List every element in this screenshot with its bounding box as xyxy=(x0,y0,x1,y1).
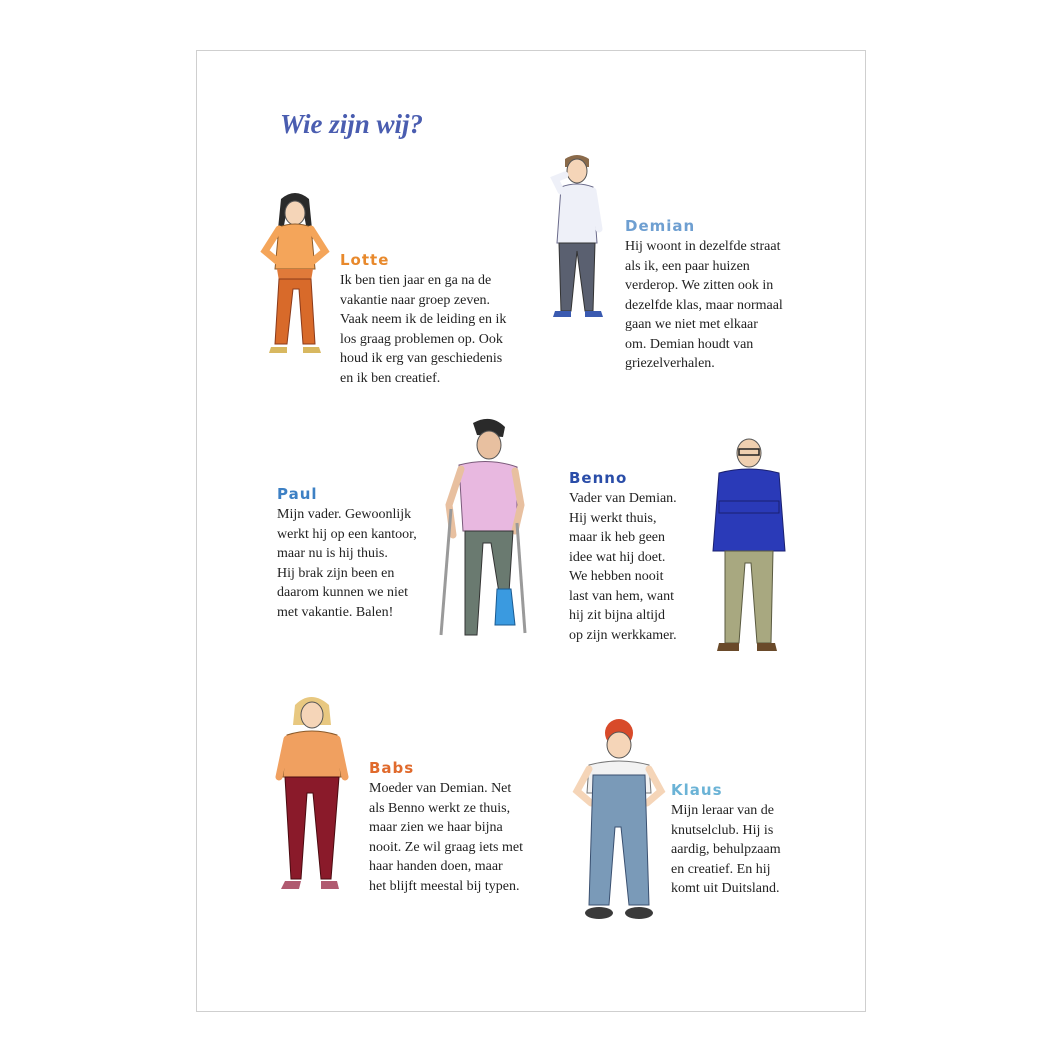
demian-name: Demian xyxy=(625,217,696,235)
babs-illustration xyxy=(267,689,357,895)
klaus-bio: Mijn leraar van de knutselclub. Hij is aardig, behulpzaam en creatief. En hij komt uit Duitsland. xyxy=(671,803,781,896)
klaus-card xyxy=(671,781,841,899)
demian-bio: Hij woont in dezelfde straat als ik, een paar huizen verderop. We zitten ook in dezelfde klas, maar normaal gaan we niet met elkaar om. Demian houdt van griezelverhalen. xyxy=(625,239,783,371)
babs-card xyxy=(369,759,569,896)
klaus-name: Klaus xyxy=(671,781,723,799)
klaus-illustration xyxy=(571,715,667,925)
benno-name: Benno xyxy=(569,469,628,487)
paul-name: Paul xyxy=(277,485,318,503)
lotte-card xyxy=(340,251,540,388)
paul-card xyxy=(277,485,452,622)
page-title: Wie zijn wij? xyxy=(280,109,424,139)
babs-name: Babs xyxy=(369,759,415,777)
demian-illustration xyxy=(541,151,613,323)
paul-bio: Mijn vader. Gewoonlijk werkt hij op een kantoor, maar nu is hij thuis. Hij brak zijn been en daarom kunnen we niet met vakantie. Balen! xyxy=(277,507,417,620)
benno-bio: Vader van Demian. Hij werkt thuis, maar ik heb geen idee wat hij doet. We hebben nooit last van hem, want hij zit bijna altijd op zijn werkkamer. xyxy=(569,491,677,643)
babs-bio: Moeder van Demian. Net als Benno werkt ze thuis, maar zien we haar bijna nooit. Ze wil graag iets met haar handen doen, maar het blijft meestal bij typen. xyxy=(369,781,523,894)
demian-card xyxy=(625,217,835,374)
page-sheet xyxy=(196,50,866,1012)
lotte-name: Lotte xyxy=(340,251,390,269)
lotte-bio: Ik ben tien jaar en ga na de vakantie naar groep zeven. Vaak neem ik de leiding en ik los graag problemen op. Ook houd ik erg van geschiedenis en ik ben creatief. xyxy=(340,273,507,386)
benno-card xyxy=(569,469,719,645)
lotte-illustration xyxy=(255,189,335,361)
